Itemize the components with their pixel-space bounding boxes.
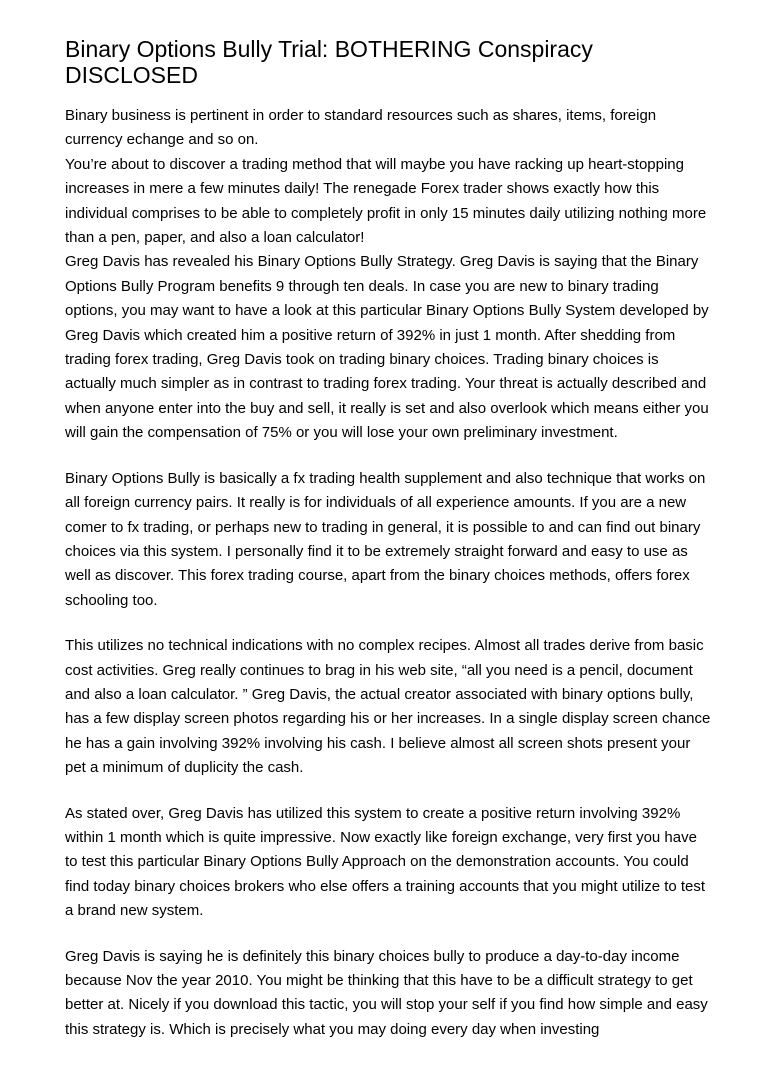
document-page bbox=[65, 36, 713, 1042]
paragraph-intro: Binary business is pertinent in order to standard resources such as shares, items, foreign currency echange and so on. bbox=[65, 107, 657, 149]
document-title: Binary Options Bully Trial: BOTHERING Conspiracy DISCLOSED bbox=[65, 36, 593, 88]
paragraph-daily-income: Greg Davis is saying he is definitely this binary choices bully to produce a day-to-day income because Nov the year 2010. You might be thinking that this have to be a difficult strategy to get better at. Nicely if you download this tactic, you will stop your self if you find how simple and easy this strategy is. Which is precisely what you may doing every day when investing bbox=[65, 947, 708, 1038]
paragraph-technical-indications: This utilizes no technical indications with no complex recipes. Almost all trades derive from basic cost activities. Greg really continues to brag in his web site, “all you need is a pencil, document and also a loan calculator. ” Greg Davis, the actual creator associated with binary options bully, has a few display screen photos regarding his or her increases. In a single display screen chance he has a gain involving 392% involving his cash. I believe almost all screen shots present your pet a minimum of duplicity the cash. bbox=[65, 637, 711, 777]
paragraph-supplement: Binary Options Bully is basically a fx trading health supplement and also technique that works on all foreign currency pairs. It really is for individuals of all experience amounts. If you are a new comer to fx trading, or perhaps new to trading in general, it is possible to and can find out binary choices via this system. I personally find it to be extremely straight forward and easy to use as well as discover. This forex trading course, apart from the binary choices methods, offers forex schooling too. bbox=[65, 469, 706, 609]
paragraph-positive-return: As stated over, Greg Davis has utilized this system to create a positive return involving 392% within 1 month which is quite impressive. Now exactly like foreign exchange, very first you have to test this particular Binary Options Bully Approach on the demonstration accounts. You could find today binary choices brokers who else offers a training accounts that you might utilize to test a brand new system. bbox=[65, 804, 706, 920]
paragraph-greg-davis-strategy: Greg Davis has revealed his Binary Options Bully Strategy. Greg Davis is saying that the Binary Options Bully Program benefits 9 through ten deals. In case you are new to binary trading options, you may want to have a look at this particular Binary Options Bully System developed by Greg Davis which created him a positive return of 392% in just 1 month. After shedding from trading forex trading, Greg Davis took on trading binary choices. Trading binary choices is actually much simpler as in contrast to trading forex trading. Your threat is actually described and when anyone enter into the buy and sell, it really is set and also overlook which means either you will gain the compensation of 75% or you will lose your own preliminary investment. bbox=[65, 253, 709, 442]
paragraph-trading-method: You’re about to discover a trading method that will maybe you have racking up heart-stopping increases in mere a few minutes daily! The renegade Forex trader shows exactly how this individual comprises to be able to completely profit in only 15 minutes daily utilizing nothing more than a pen, paper, and also a loan calculator! bbox=[65, 155, 707, 247]
